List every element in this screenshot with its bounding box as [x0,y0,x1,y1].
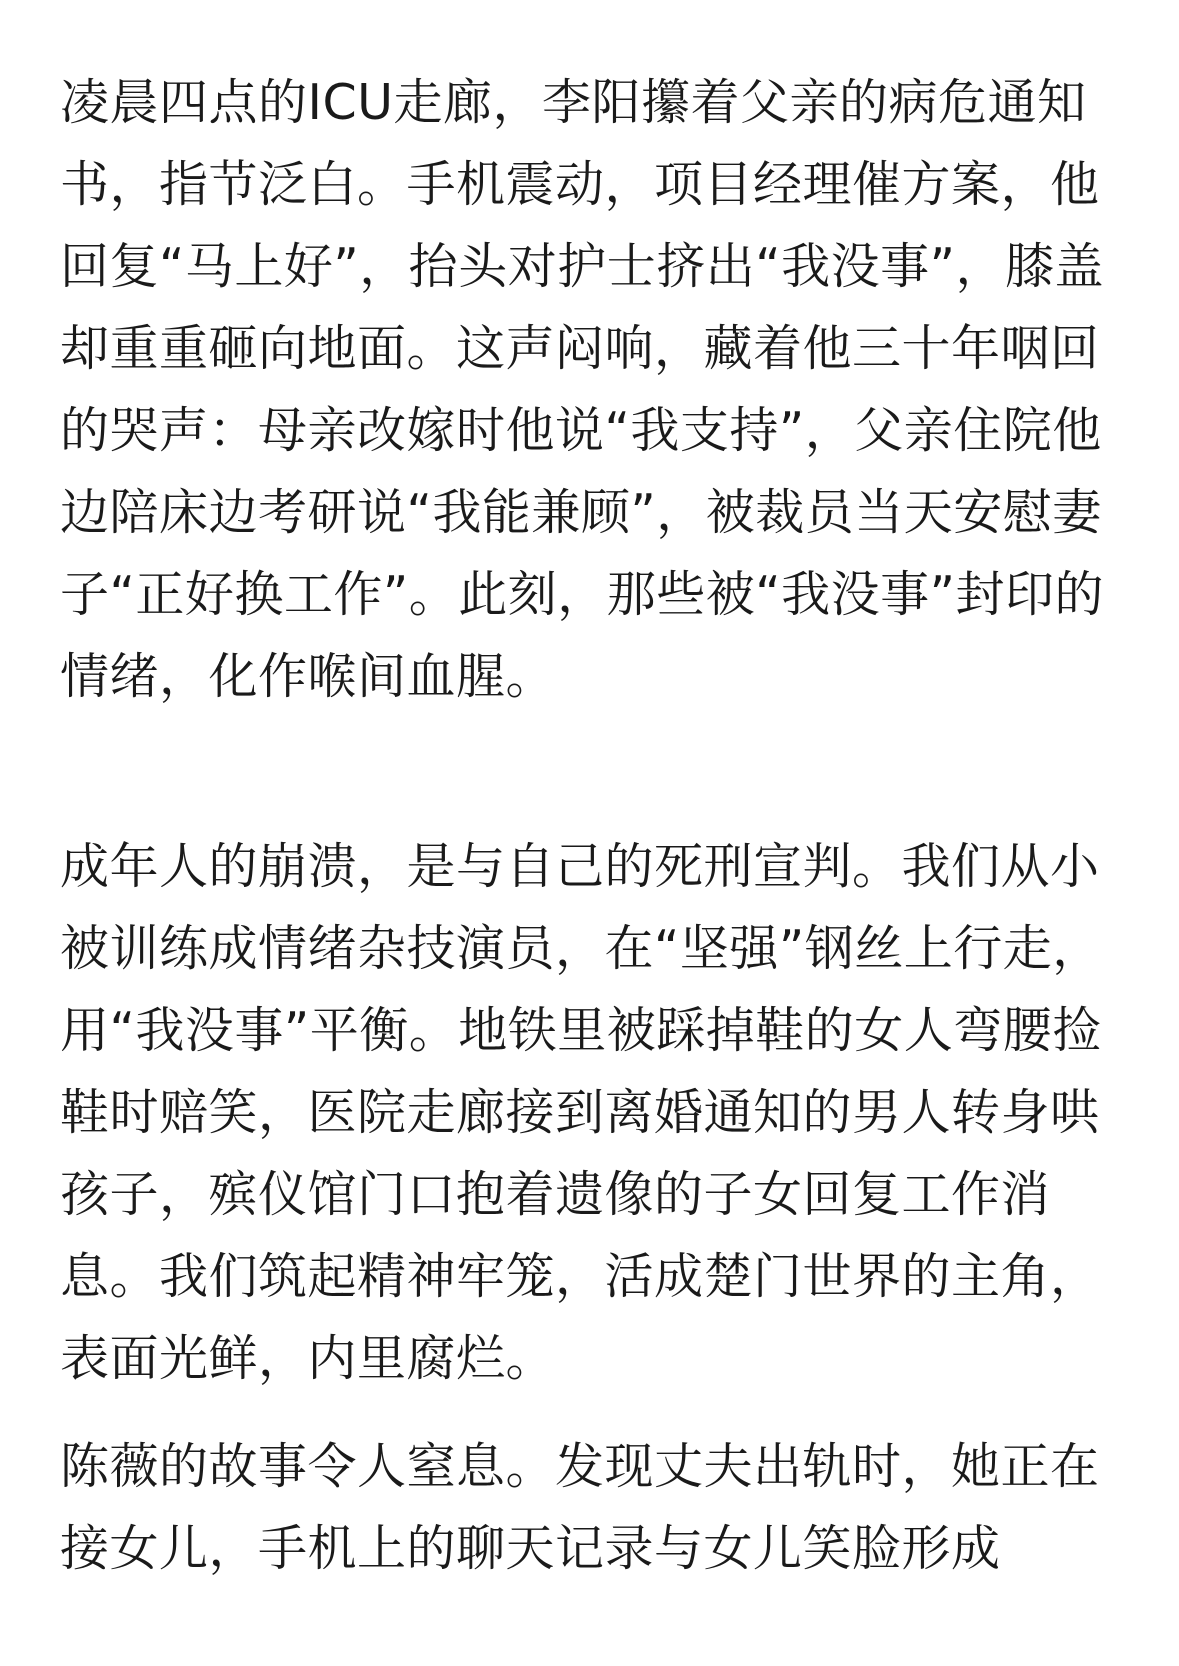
paragraph-1: 凌晨四点的ICU走廊，李阳攥着父亲的病危通知书，指节泛白。手机震动，项目经理催方案，他回复“马上好”，抬头对护士挤出“我没事”，膝盖却重重砸向地面。这声闷响，藏着他三十年咽回的哭声：母亲改嫁时他说“我支持”，父亲住院他边陪床边考研说“我能兼顾”，被裁员当天安慰妻子“正好换工作”。此刻，那些被“我没事”封印的情绪，化作喉间血腥。 [60,74,1105,705]
article-body [60,62,1120,1590]
paragraph-2: 成年人的崩溃，是与自己的死刑宣判。我们从小被训练成情绪杂技演员，在“坚强”钢丝上行走，用“我没事”平衡。地铁里被踩掉鞋的女人弯腰捡鞋时赔笑，医院走廊接到离婚通知的男人转身哄孩子，殡仪馆门口抱着遗像的子女回复工作消息。我们筑起精神牢笼，活成楚门世界的主角，表面光鲜，内里腐烂。 [60,838,1102,1387]
paragraph-3: 陈薇的故事令人窒息。发现丈夫出轨时，她正在接女儿，手机上的聊天记录与女儿笑脸形成 [60,1438,1100,1577]
